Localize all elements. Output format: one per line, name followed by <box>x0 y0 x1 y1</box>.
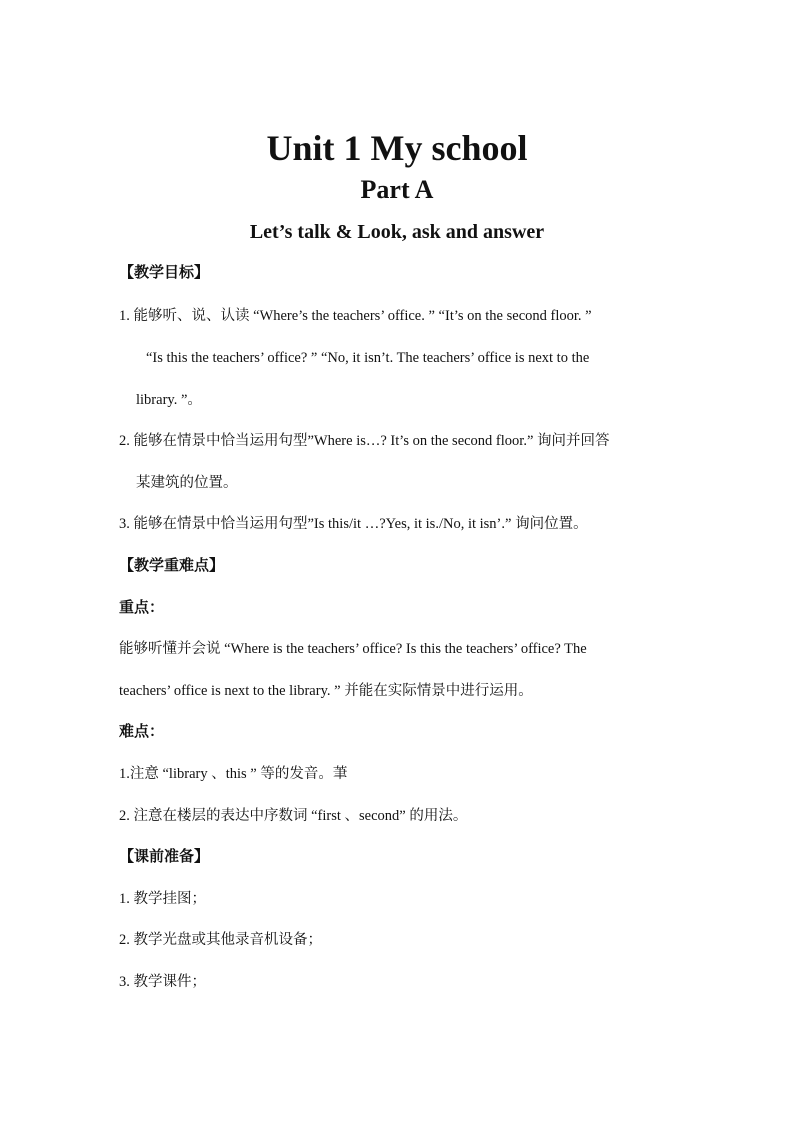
difficulty-label: 难点： <box>119 724 165 740</box>
objectives-heading: 【教学目标】 <box>119 265 210 281</box>
prep-item: 3. 教学课件； <box>119 974 206 990</box>
lesson-title: Let’s talk & Look, ask and answer <box>249 221 545 243</box>
prep-heading: 【课前准备】 <box>119 849 210 865</box>
focus-line: 能够听懂并会说 “Where is the teachers’ office? Is this the teachers’ office? The <box>119 641 587 657</box>
objective-line: 3. 能够在情景中恰当运用句型”Is this/it …?Yes, it is./No, it isn’.” 询问位置。 <box>119 516 588 532</box>
keypoints-heading: 【教学重难点】 <box>119 558 225 574</box>
objective-line: “Is this the teachers’ office? ” “No, it isn’t. The teachers’ office is next to the <box>146 350 590 366</box>
focus-label: 重点： <box>119 600 165 616</box>
prep-item: 2. 教学光盘或其他录音机设备； <box>119 932 322 948</box>
part-title: Part A <box>360 175 434 204</box>
difficulty-line: 1.注意 “library 、this ” 等的发音。茟 <box>119 766 348 782</box>
unit-title: Unit 1 My school <box>266 128 528 168</box>
difficulty-line: 2. 注意在楼层的表达中序数词 “first 、second” 的用法。 <box>119 808 468 824</box>
focus-line: teachers’ office is next to the library. ” 并能在实际情景中进行运用。 <box>119 683 533 699</box>
objective-line: 1. 能够听、说、认读 “Where’s the teachers’ office. ” “It’s on the second floor. ” <box>119 308 592 324</box>
objective-line: 2. 能够在情景中恰当运用句型”Where is…? It’s on the second floor.” 询问并回答 <box>119 433 610 449</box>
objective-line: 某建筑的位置。 <box>136 475 238 491</box>
prep-item: 1. 教学挂图； <box>119 891 206 907</box>
objective-line: library. ”。 <box>136 392 202 408</box>
